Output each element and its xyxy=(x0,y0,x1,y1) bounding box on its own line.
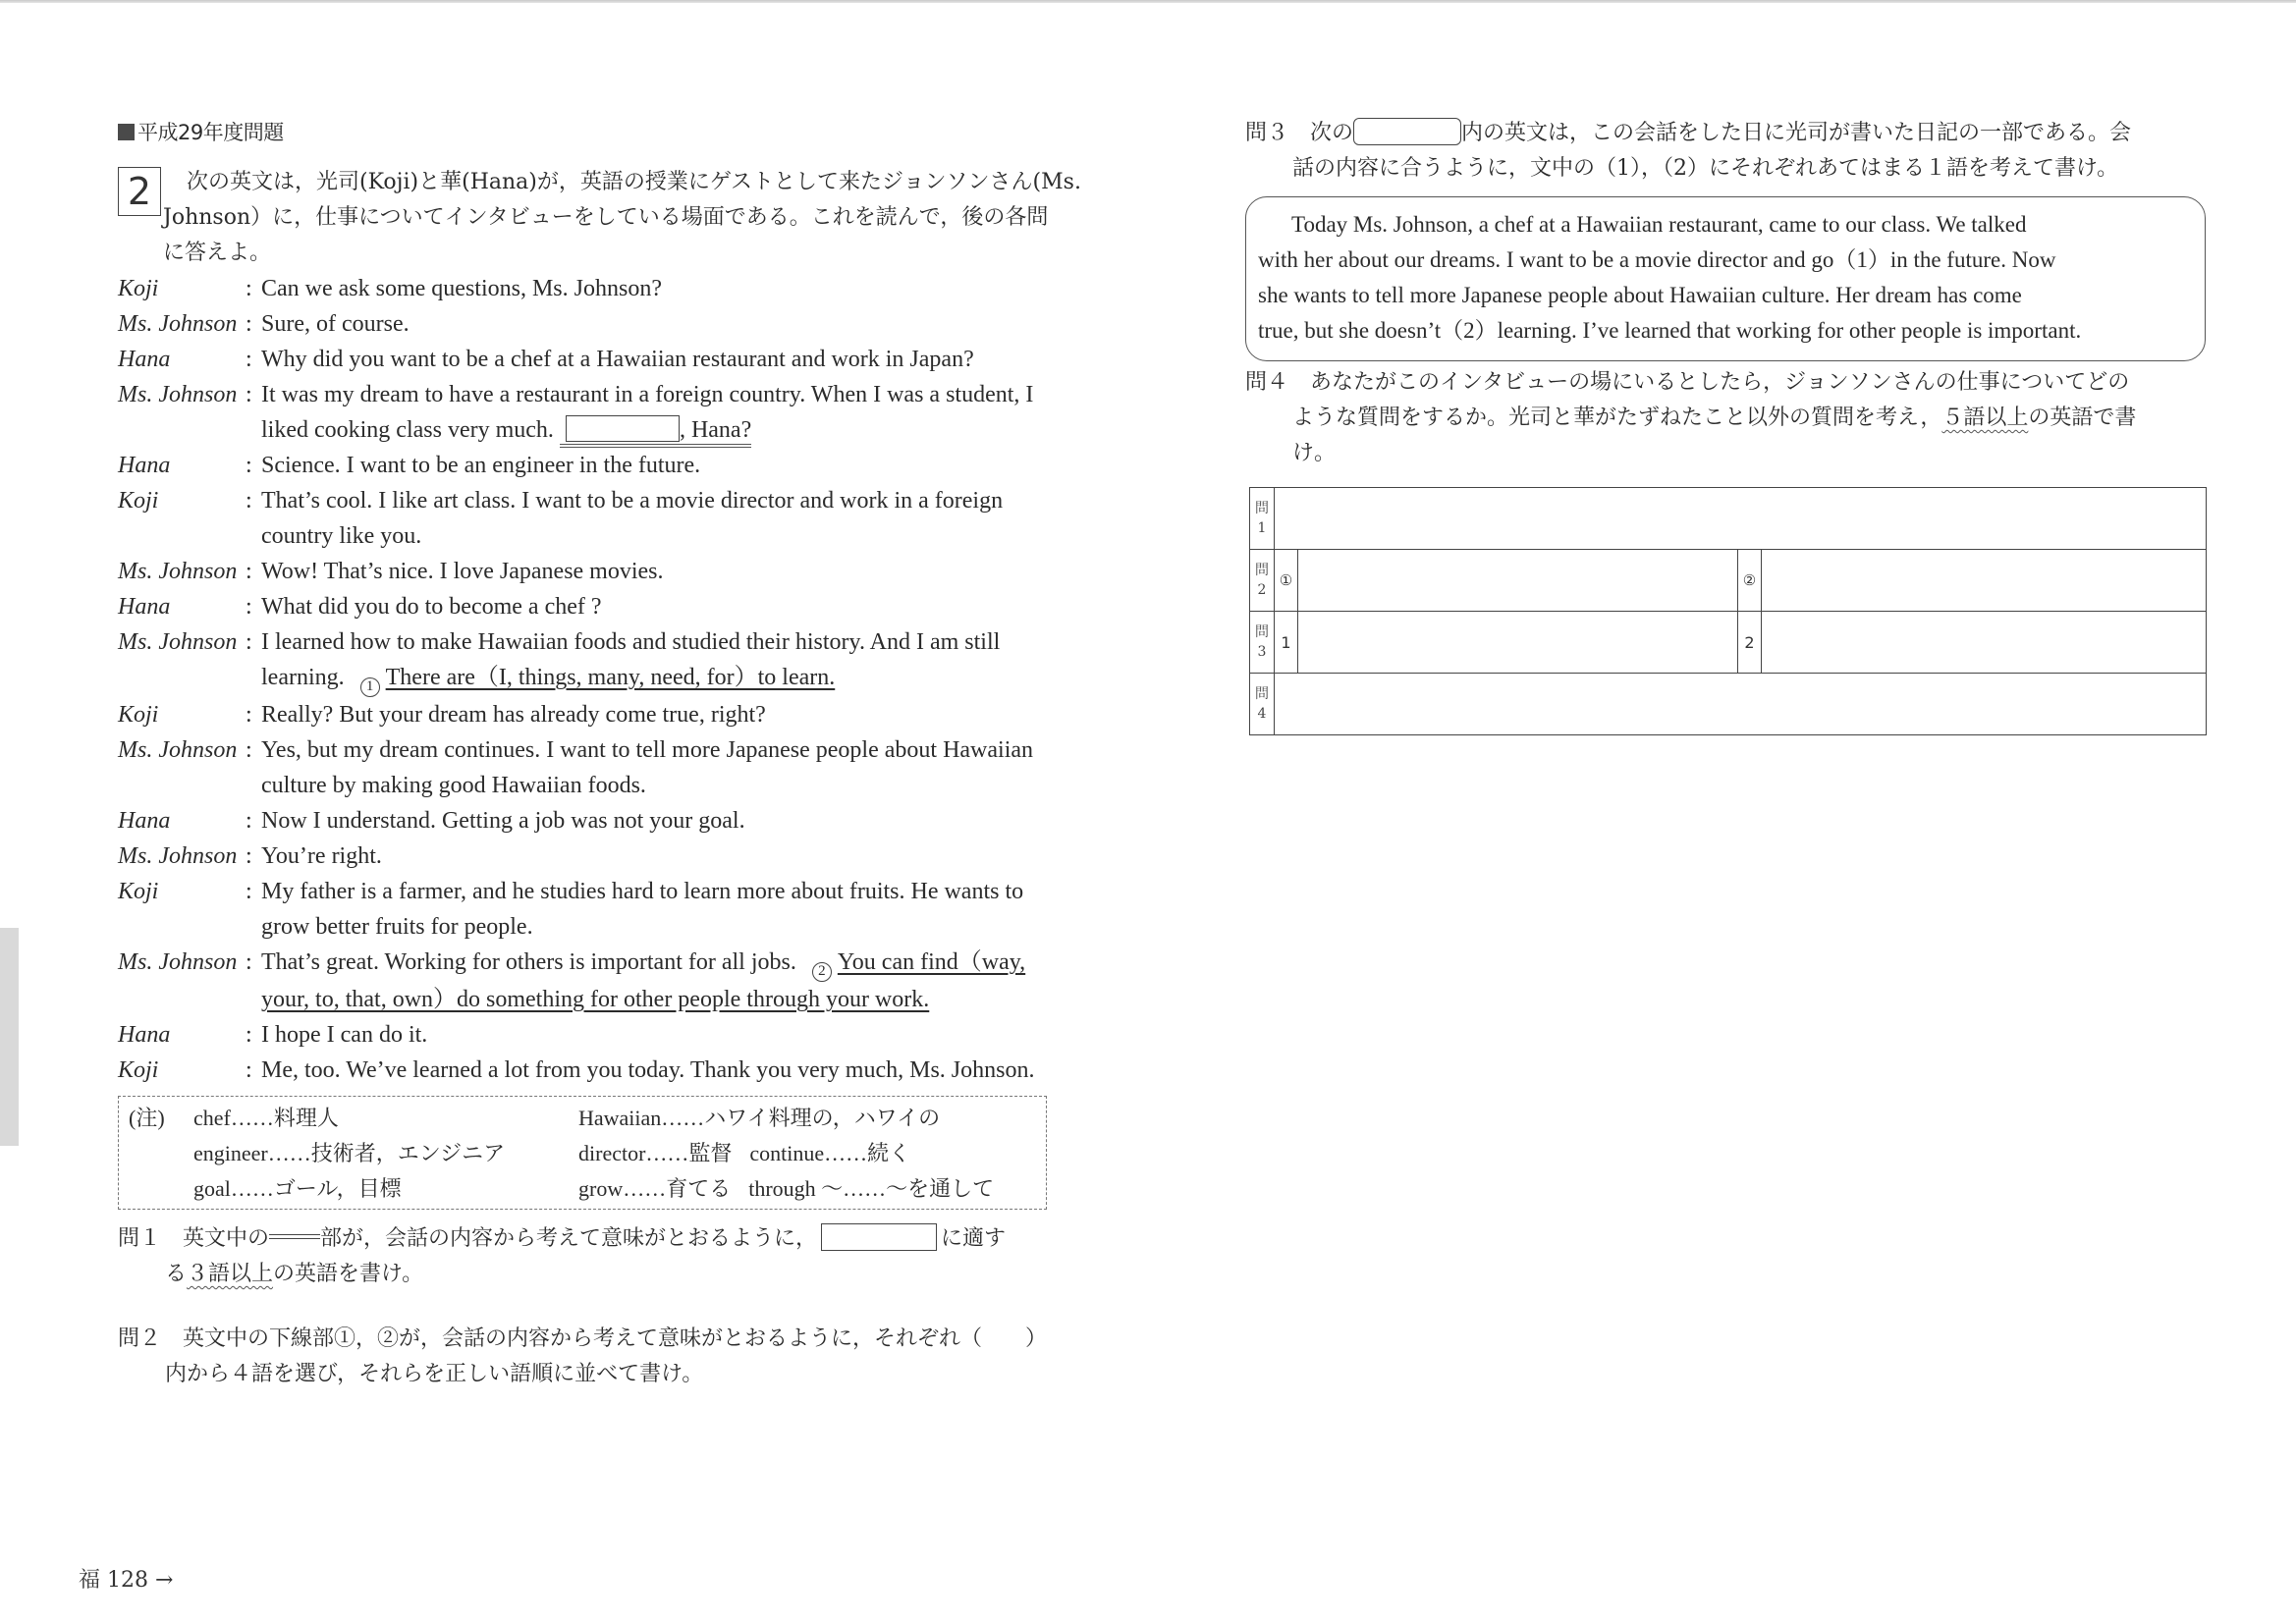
speaker: Ms. Johnson xyxy=(118,311,238,337)
double-line-mark xyxy=(269,1234,320,1239)
notes-label: (注) xyxy=(129,1106,165,1130)
diary-line: she wants to tell more Japanese people about Hawaiian culture. Her dream has come xyxy=(1258,283,2022,307)
speaker: Koji xyxy=(118,488,159,514)
underlined-part-2: You can find（way, xyxy=(837,949,1026,975)
utterance: Yes, but my dream continues. I want to tell more Japanese people about Hawaiian xyxy=(261,737,1034,763)
answer-row-1 xyxy=(1250,488,2207,550)
vocabulary-notes xyxy=(118,1096,1047,1210)
utterance: Can we ask some questions, Ms. Johnson? xyxy=(261,276,662,301)
dialog-line: Koji : That’s cool. I like art class. I want to be a movie director and work in a foreign xyxy=(118,483,1129,518)
underlined-part-1: There are（I, things, many, need, for）to learn. xyxy=(385,665,836,690)
right-column xyxy=(1245,116,2217,471)
section-heading-text: 平成29年度問題 xyxy=(137,121,284,144)
answer-field-q4[interactable] xyxy=(1275,674,2207,735)
notes-row: (注) chef……料理人 Hawaiian……ハワイ料理の，ハワイの xyxy=(129,1101,1034,1136)
diary-line: with her about our dreams. I want to be a movie director and go（1）in the future. Now xyxy=(1258,247,2056,272)
notes-row: engineer……技術者，エンジニア director……監督 continue……続く xyxy=(193,1141,911,1165)
row-label: 問 4 xyxy=(1250,674,1275,735)
diary-line: true, but she doesn’t（2）learning. I’ve learned that working for other people is important. xyxy=(1258,318,2082,343)
speaker: Ms. Johnson xyxy=(118,737,238,763)
speaker: Ms. Johnson xyxy=(118,382,238,407)
speaker: Ms. Johnson xyxy=(118,949,238,975)
speaker: Koji xyxy=(118,1057,159,1083)
speaker: Koji xyxy=(118,702,159,728)
page-footer: 福 128 → xyxy=(79,1568,174,1593)
question-number-box: 2 xyxy=(118,167,161,216)
dialog-line: Hana : Now I understand. Getting a job was not your goal. xyxy=(118,803,1129,839)
row-label: 問 3 xyxy=(1250,612,1275,674)
utterance: It was my dream to have a restaurant in a foreign country. When I was a student, I xyxy=(261,382,1034,407)
utterance-continuation: learning. 1 There are（I, things, many, need, for）to learn. xyxy=(118,660,1129,697)
answer-row-2 xyxy=(1250,550,2207,612)
utterance: Science. I want to be an engineer in the future. xyxy=(261,453,701,478)
speaker: Hana xyxy=(118,1022,171,1048)
utterance-continuation: country like you. xyxy=(261,523,422,549)
utterance: Sure, of course. xyxy=(261,311,410,337)
dialog-line: Hana : What did you do to become a chef ? xyxy=(118,589,1129,624)
utterance: Now I understand. Getting a job was not your goal. xyxy=(261,808,745,834)
question-1: 問１ 英文中の 部が，会話の内容から考えて意味がとおるように， に適す る３語以上の英語を書け。 xyxy=(118,1221,1129,1292)
blank-box-mark xyxy=(821,1223,937,1251)
dialog-line: Ms. Johnson : You’re right. xyxy=(118,839,1129,874)
dialog-line: Hana : Science. I want to be an engineer in the future. xyxy=(118,448,1129,483)
row-label: 問 2 xyxy=(1250,550,1275,612)
question-label: 問３ xyxy=(1245,121,1289,145)
question-label: 問２ xyxy=(118,1326,162,1351)
scan-edge xyxy=(0,0,2296,3)
circled-number-1: 1 xyxy=(360,677,380,697)
speaker: Ms. Johnson xyxy=(118,843,238,869)
speaker: Hana xyxy=(118,808,171,834)
utterance-continuation: grow better fruits for people. xyxy=(261,914,533,940)
dialog-line: Ms. Johnson : It was my dream to have a restaurant in a foreign country. When I was a student, I xyxy=(118,377,1129,412)
answer-field-q3-2[interactable] xyxy=(1762,612,2207,674)
sub-label: 1 xyxy=(1275,612,1298,674)
dialog-line: Ms. Johnson : Wow! That’s nice. I love Japanese movies. xyxy=(118,554,1129,589)
dialog xyxy=(118,271,1129,1088)
utterance: What did you do to become a chef ? xyxy=(261,594,602,620)
utterance-continuation: culture by making good Hawaiian foods. xyxy=(261,773,646,798)
wavy-emphasis: ３語以上 xyxy=(187,1262,274,1286)
circled-number-2: 2 xyxy=(812,962,832,982)
utterance: That’s cool. I like art class. I want to be a movie director and work in a foreign xyxy=(261,488,1004,514)
utterance: Why did you want to be a chef at a Hawaiian restaurant and work in Japan? xyxy=(261,347,974,372)
row-label: 問 1 xyxy=(1250,488,1275,550)
utterance: My father is a farmer, and he studies hard to learn more about fruits. He wants to xyxy=(261,879,1024,904)
diary-box xyxy=(1245,196,2206,361)
speaker: Hana xyxy=(118,347,171,372)
speaker: Ms. Johnson xyxy=(118,559,238,584)
utterance: I hope I can do it. xyxy=(261,1022,428,1048)
square-bullet-icon xyxy=(118,124,135,140)
question-4: 問４ あなたがこのインタビューの場にいるとしたら，ジョンソンさんの仕事についてどの ような質問をするか。光司と華がたずねたこと以外の質問を考え，５語以上の英語で書 け。 xyxy=(1245,365,2217,471)
dialog-line: Ms. Johnson : Sure, of course. xyxy=(118,306,1129,342)
dialog-line: Hana : I hope I can do it. xyxy=(118,1017,1129,1053)
answer-sheet xyxy=(1249,487,2207,735)
speaker: Koji xyxy=(118,276,159,301)
utterance: You’re right. xyxy=(261,843,382,869)
sub-label: ② xyxy=(1738,550,1762,612)
section-heading xyxy=(118,116,1129,147)
speaker: Hana xyxy=(118,453,171,478)
intro-line: に答えよ。 xyxy=(163,241,272,265)
speaker: Hana xyxy=(118,594,171,620)
question-intro xyxy=(118,165,1129,271)
answer-field-q2-2[interactable] xyxy=(1762,550,2207,612)
wavy-emphasis: ５語以上 xyxy=(1941,406,2029,430)
dialog-line: Ms. Johnson : I learned how to make Hawaiian foods and studied their history. And I am still xyxy=(118,624,1129,660)
utterance: Me, too. We’ve learned a lot from you today. Thank you very much, Ms. Johnson. xyxy=(261,1057,1035,1083)
diary-line: Today Ms. Johnson, a chef at a Hawaiian restaurant, came to our class. We talked xyxy=(1291,212,2027,237)
double-underlined-blank: , Hana? xyxy=(560,417,751,448)
dialog-line: Koji : Really? But your dream has already come true, right? xyxy=(118,697,1129,732)
answer-field-q3-1[interactable] xyxy=(1298,612,1738,674)
dialog-line: Hana : Why did you want to be a chef at a Hawaiian restaurant and work in Japan? xyxy=(118,342,1129,377)
question-3: 問３ 次の 内の英文は，この会話をした日に光司が書いた日記の一部である。会 話の内容に合うように，文中の（1），（2）にそれぞれあてはまる１語を考えて書け。 xyxy=(1245,116,2217,187)
left-column xyxy=(118,116,1129,1392)
answer-row-4 xyxy=(1250,674,2207,735)
utterance: Wow! That’s nice. I love Japanese movies. xyxy=(261,559,664,584)
answer-field-q1[interactable] xyxy=(1275,488,2207,550)
utterance: That’s great. Working for others is important for all jobs. 2 You can find（way, xyxy=(261,945,1129,982)
intro-line: 次の英文は，光司(Koji)と華(Hana)が，英語の授業にゲストとして来たジョンソンさん(Ms. xyxy=(187,170,1081,194)
dialog-line: Ms. Johnson : That’s great. Working for others is important for all jobs. 2 You can find（way, xyxy=(118,945,1129,982)
intro-line: Johnson）に，仕事についてインタビューをしている場面である。これを読んで，後の各問 xyxy=(163,205,1049,230)
dialog-line: Koji : Me, too. We’ve learned a lot from you today. Thank you very much, Ms. Johnson. xyxy=(118,1053,1129,1088)
dialog-line: Koji : Can we ask some questions, Ms. Johnson? xyxy=(118,271,1129,306)
speaker: Koji xyxy=(118,879,159,904)
underlined-part-2-cont: your, to, that, own）do something for other people through your work. xyxy=(261,987,930,1012)
utterance-continuation: liked cooking class very much. , Hana? xyxy=(118,412,1129,448)
question-label: 問１ xyxy=(118,1226,162,1251)
question-2: 問２ 英文中の下線部①，②が，会話の内容から考えて意味がとおるように，それぞれ（ ） 内から４語を選び，それらを正しい語順に並べて書け。 xyxy=(118,1322,1129,1392)
rounded-box-mark xyxy=(1353,118,1461,145)
utterance-continuation xyxy=(118,982,1129,1017)
answer-field-q2-1[interactable] xyxy=(1298,550,1738,612)
sub-label: ① xyxy=(1275,550,1298,612)
sub-label: 2 xyxy=(1738,612,1762,674)
dialog-line: Koji : My father is a farmer, and he studies hard to learn more about fruits. He wants to xyxy=(118,874,1129,909)
utterance: I learned how to make Hawaiian foods and studied their history. And I am still xyxy=(261,629,1001,655)
notes-row: goal……ゴール，目標 grow……育てる through ～……～を通して xyxy=(193,1176,995,1201)
speaker: Ms. Johnson xyxy=(118,629,238,655)
answer-blank-box xyxy=(566,415,680,442)
dialog-line: Ms. Johnson : Yes, but my dream continues. I want to tell more Japanese people about Hawaiian xyxy=(118,732,1129,768)
answer-row-3 xyxy=(1250,612,2207,674)
utterance: Really? But your dream has already come true, right? xyxy=(261,702,766,728)
question-label: 問４ xyxy=(1245,370,1289,395)
page-edge-tab xyxy=(0,928,19,1146)
